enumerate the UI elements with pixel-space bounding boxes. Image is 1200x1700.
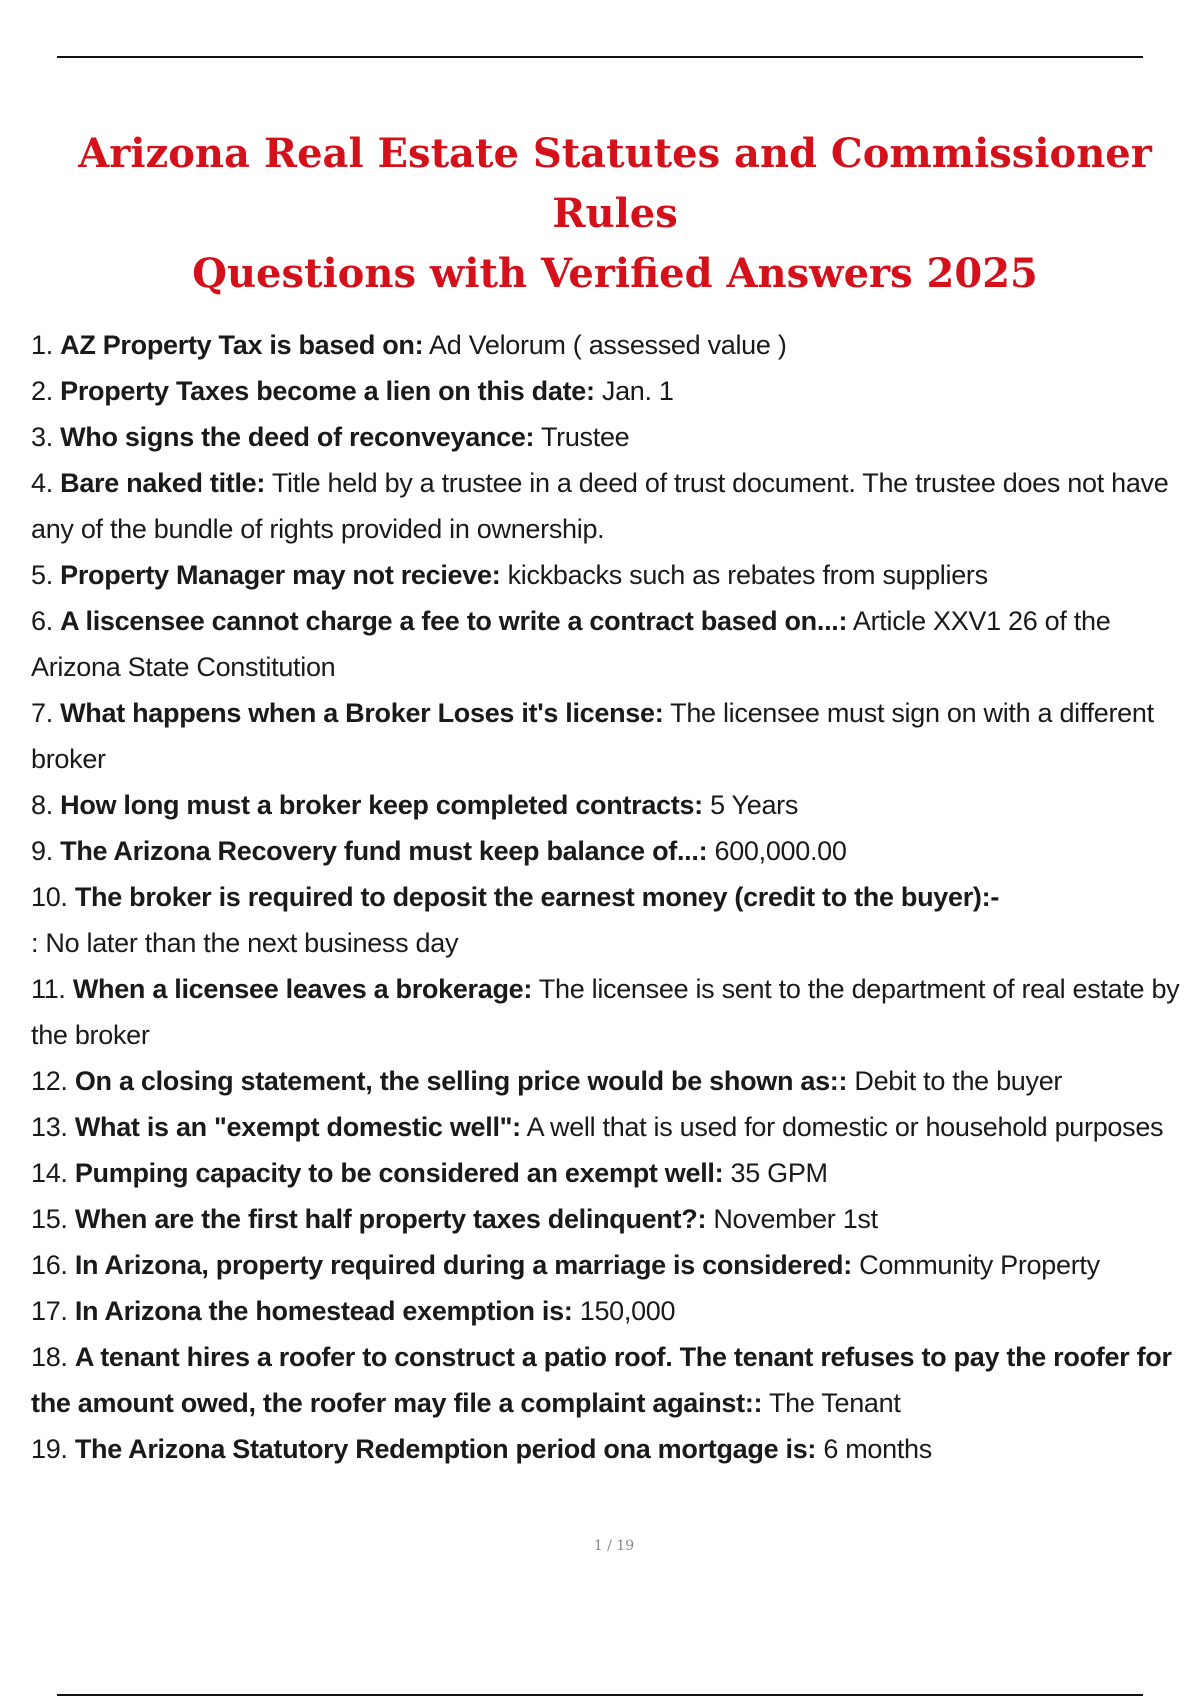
item-number: 17. bbox=[31, 1296, 68, 1326]
list-item bbox=[31, 1288, 1181, 1334]
item-number: 5. bbox=[31, 560, 53, 590]
item-number: 6. bbox=[31, 606, 53, 636]
answer-text: Community Property bbox=[859, 1250, 1100, 1280]
title-line-1: Arizona Real Estate Statutes and Commissioner Rules bbox=[78, 130, 1152, 237]
item-number: 2. bbox=[31, 376, 53, 406]
item-number: 8. bbox=[31, 790, 53, 820]
title-line-2: Questions with Verified Answers 2025 bbox=[192, 250, 1038, 297]
question-text: The broker is required to deposit the earnest money (credit to the buyer):- bbox=[74, 882, 1000, 912]
question-text: A liscensee cannot charge a fee to write a contract based on...: bbox=[60, 606, 848, 636]
list-item bbox=[31, 460, 1181, 552]
list-item bbox=[31, 1196, 1181, 1242]
list-item bbox=[31, 966, 1181, 1058]
answer-text: November 1st bbox=[713, 1204, 878, 1234]
question-text: Property Manager may not recieve: bbox=[60, 560, 501, 590]
item-number: 11. bbox=[31, 974, 66, 1004]
answer-text: Debit to the buyer bbox=[854, 1066, 1063, 1096]
question-text: The Arizona Recovery fund must keep balance of...: bbox=[60, 836, 708, 866]
question-text: Property Taxes become a lien on this date: bbox=[60, 376, 595, 406]
question-text: In Arizona, property required during a marriage is considered: bbox=[74, 1250, 852, 1280]
answer-text: : No later than the next business day bbox=[31, 928, 459, 958]
question-text: Pumping capacity to be considered an exempt well: bbox=[74, 1158, 724, 1188]
item-number: 4. bbox=[31, 468, 53, 498]
answer-text: 6 months bbox=[823, 1434, 932, 1464]
item-number: 7. bbox=[31, 698, 53, 728]
question-text: What is an "exempt domestic well": bbox=[74, 1112, 521, 1142]
top-rule bbox=[57, 56, 1143, 58]
answer-text: Article XXV1 26 of the Arizona State Constitution bbox=[31, 606, 1111, 682]
list-item bbox=[31, 552, 1181, 598]
list-item bbox=[31, 1150, 1181, 1196]
item-number: 10. bbox=[31, 882, 68, 912]
answer-text: kickbacks such as rebates from suppliers bbox=[507, 560, 988, 590]
answer-text: 35 GPM bbox=[730, 1158, 828, 1188]
list-item bbox=[31, 322, 1181, 368]
list-item bbox=[31, 414, 1181, 460]
list-item bbox=[31, 598, 1181, 690]
list-item bbox=[31, 690, 1181, 782]
item-number: 19. bbox=[31, 1434, 68, 1464]
answer-text: Title held by a trustee in a deed of trust document. The trustee does not have any of the bundle of rights provided in ownership. bbox=[31, 468, 1169, 544]
answer-text: A well that is used for domestic or household purposes bbox=[526, 1112, 1164, 1142]
item-number: 16. bbox=[31, 1250, 68, 1280]
question-text: Bare naked title: bbox=[60, 468, 266, 498]
item-number: 12. bbox=[31, 1066, 68, 1096]
item-number: 18. bbox=[31, 1342, 68, 1372]
list-item bbox=[31, 782, 1181, 828]
answer-text: 5 Years bbox=[710, 790, 799, 820]
item-number: 15. bbox=[31, 1204, 68, 1234]
page-title bbox=[40, 124, 1190, 304]
question-text: AZ Property Tax is based on: bbox=[60, 330, 424, 360]
question-text: The Arizona Statutory Redemption period ona mortgage is: bbox=[74, 1434, 817, 1464]
question-text: When a licensee leaves a brokerage: bbox=[72, 974, 533, 1004]
question-text: A tenant hires a roofer to construct a patio roof. The tenant refuses to pay the roofer for the amount owed, the roofer may file a complaint against:: bbox=[31, 1342, 1172, 1418]
answer-text: Ad Velorum ( assessed value ) bbox=[429, 330, 787, 360]
answer-text: The licensee must sign on with a different broker bbox=[31, 698, 1154, 774]
item-number: 9. bbox=[31, 836, 53, 866]
question-text: In Arizona the homestead exemption is: bbox=[74, 1296, 573, 1326]
question-list bbox=[31, 322, 1181, 1472]
bottom-rule bbox=[57, 1694, 1143, 1696]
answer-text: Trustee bbox=[540, 422, 630, 452]
item-number: 13. bbox=[31, 1112, 68, 1142]
question-text: What happens when a Broker Loses it's license: bbox=[60, 698, 664, 728]
answer-text: The Tenant bbox=[768, 1388, 901, 1418]
list-item bbox=[31, 874, 1181, 966]
list-item bbox=[31, 1426, 1181, 1472]
question-text: How long must a broker keep completed contracts: bbox=[60, 790, 703, 820]
answer-text: 600,000.00 bbox=[714, 836, 847, 866]
item-number: 1. bbox=[31, 330, 53, 360]
page-number: 1 / 19 bbox=[593, 1538, 635, 1554]
list-item bbox=[31, 1242, 1181, 1288]
answer-text: The licensee is sent to the department of real estate by the broker bbox=[31, 974, 1180, 1050]
list-item bbox=[31, 368, 1181, 414]
question-text: Who signs the deed of reconveyance: bbox=[60, 422, 535, 452]
list-item bbox=[31, 1334, 1181, 1426]
question-text: On a closing statement, the selling price would be shown as:: bbox=[74, 1066, 848, 1096]
list-item bbox=[31, 1104, 1181, 1150]
list-item bbox=[31, 828, 1181, 874]
answer-text: 150,000 bbox=[579, 1296, 676, 1326]
list-item bbox=[31, 1058, 1181, 1104]
answer-text: Jan. 1 bbox=[601, 376, 674, 406]
question-text: When are the first half property taxes delinquent?: bbox=[74, 1204, 707, 1234]
item-number: 3. bbox=[31, 422, 53, 452]
item-number: 14. bbox=[31, 1158, 68, 1188]
